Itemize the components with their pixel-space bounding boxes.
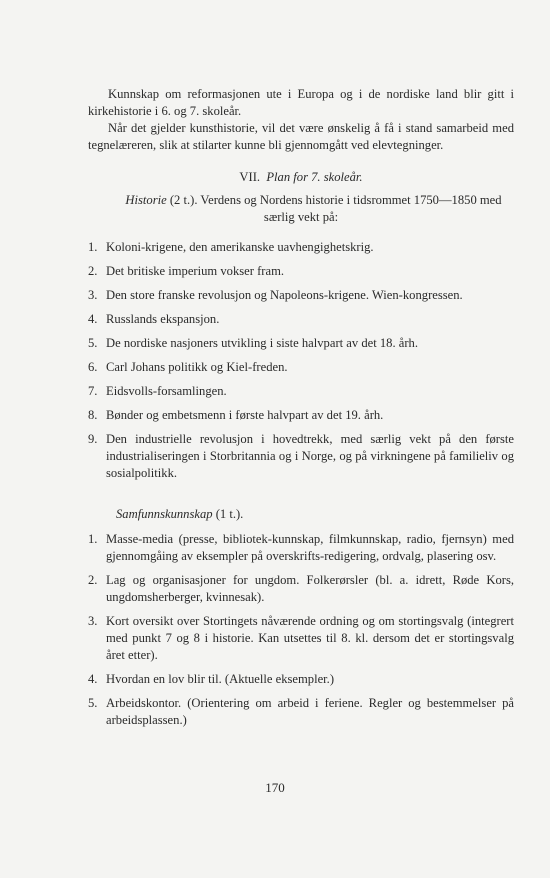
heading-subtitle: Plan for 7. skoleår. bbox=[266, 170, 363, 184]
list-item bbox=[88, 335, 514, 352]
item-number: 9. bbox=[88, 432, 98, 446]
item-text: Carl Johans politikk og Kiel-freden. bbox=[106, 360, 288, 374]
section-heading bbox=[88, 169, 514, 186]
list-item bbox=[88, 359, 514, 376]
list-item bbox=[88, 695, 514, 729]
item-text: Masse-media (presse, bibliotek-kunnskap, filmkunnskap, radio, fjernsyn) med gjennomgåing av eksempler på overskrifts-redigering, ordvalg, plasering osv. bbox=[106, 532, 514, 563]
paragraph-reformation: Kunnskap om reformasjonen ute i Europa og i de nordiske land blir gitt i kirkehistorie i 6. og 7. skoleår. bbox=[88, 87, 514, 118]
item-number: 8. bbox=[88, 408, 98, 422]
item-number: 1. bbox=[88, 532, 98, 546]
item-number: 2. bbox=[88, 264, 98, 278]
list-item bbox=[88, 531, 514, 565]
item-text: Bønder og embetsmenn i første halvpart av det 19. årh. bbox=[106, 408, 384, 422]
list-item bbox=[88, 263, 514, 280]
item-number: 5. bbox=[88, 336, 98, 350]
item-text: Eidsvolls-forsamlingen. bbox=[106, 384, 227, 398]
item-number: 4. bbox=[88, 312, 98, 326]
item-text: De nordiske nasjoners utvikling i siste halvpart av det 18. årh. bbox=[106, 336, 418, 350]
item-number: 7. bbox=[88, 384, 98, 398]
civics-list bbox=[88, 531, 514, 729]
list-item bbox=[88, 572, 514, 606]
list-item bbox=[88, 239, 514, 256]
item-text: Den industrielle revolusjon i hovedtrekk, med særlig vekt på den første industrialiseringen i Storbritannia og i Norge, og på virkningene på familieliv og sosialpolitikk. bbox=[106, 432, 514, 480]
page-number: 170 bbox=[265, 780, 285, 795]
history-text: Verdens og Nordens historie i tidsrommet 1750—1850 med særlig vekt på: bbox=[200, 193, 502, 224]
list-item bbox=[88, 671, 514, 688]
list-item bbox=[88, 407, 514, 424]
history-list bbox=[88, 239, 514, 482]
item-number: 6. bbox=[88, 360, 98, 374]
item-text: Hvordan en lov blir til. (Aktuelle eksempler.) bbox=[106, 672, 335, 686]
item-text: Det britiske imperium vokser fram. bbox=[106, 264, 285, 278]
item-text: Arbeidskontor. (Orientering om arbeid i feriene. Regler og bestemmelser på arbeidsplassen.) bbox=[106, 696, 514, 727]
item-number: 4. bbox=[88, 672, 98, 686]
list-item bbox=[88, 383, 514, 400]
civics-label: Samfunnskunnskap bbox=[116, 507, 213, 521]
item-text: Kort oversikt over Stortingets nåværende ordning og om stortingsvalg (integrert med punkt 7 og 8 i historie. Kan utsettes til 8. kl. dersom det er stortingsvalg året etter). bbox=[106, 614, 514, 662]
item-number: 3. bbox=[88, 288, 98, 302]
item-number: 2. bbox=[88, 573, 98, 587]
history-hours: (2 t.). bbox=[169, 193, 198, 207]
paragraph-art-history: Når det gjelder kunsthistorie, vil det være ønskelig å få i stand samarbeid med tegnelæreren, slik at stilarter kunne bli gjennomgått ved elevtegninger. bbox=[88, 121, 514, 152]
civics-hours: (1 t.). bbox=[215, 507, 244, 521]
list-item bbox=[88, 431, 514, 482]
item-number: 5. bbox=[88, 696, 98, 710]
history-intro bbox=[88, 192, 514, 226]
history-label: Historie bbox=[125, 193, 167, 207]
list-item bbox=[88, 287, 514, 304]
item-text: Lag og organisasjoner for ungdom. Folkerørsler (bl. a. idrett, Røde Kors, ungdomsherberger, kvinnesak). bbox=[106, 573, 514, 604]
item-number: 3. bbox=[88, 614, 98, 628]
item-text: Koloni-krigene, den amerikanske uavhengighetskrig. bbox=[106, 240, 374, 254]
item-number: 1. bbox=[88, 240, 98, 254]
item-text: Russlands ekspansjon. bbox=[106, 312, 220, 326]
document-page bbox=[88, 86, 514, 736]
heading-prefix: VII. bbox=[239, 170, 261, 184]
list-item bbox=[88, 311, 514, 328]
civics-heading bbox=[88, 506, 514, 523]
list-item bbox=[88, 613, 514, 664]
item-text: Den store franske revolusjon og Napoleons-krigene. Wien-kongressen. bbox=[106, 288, 463, 302]
